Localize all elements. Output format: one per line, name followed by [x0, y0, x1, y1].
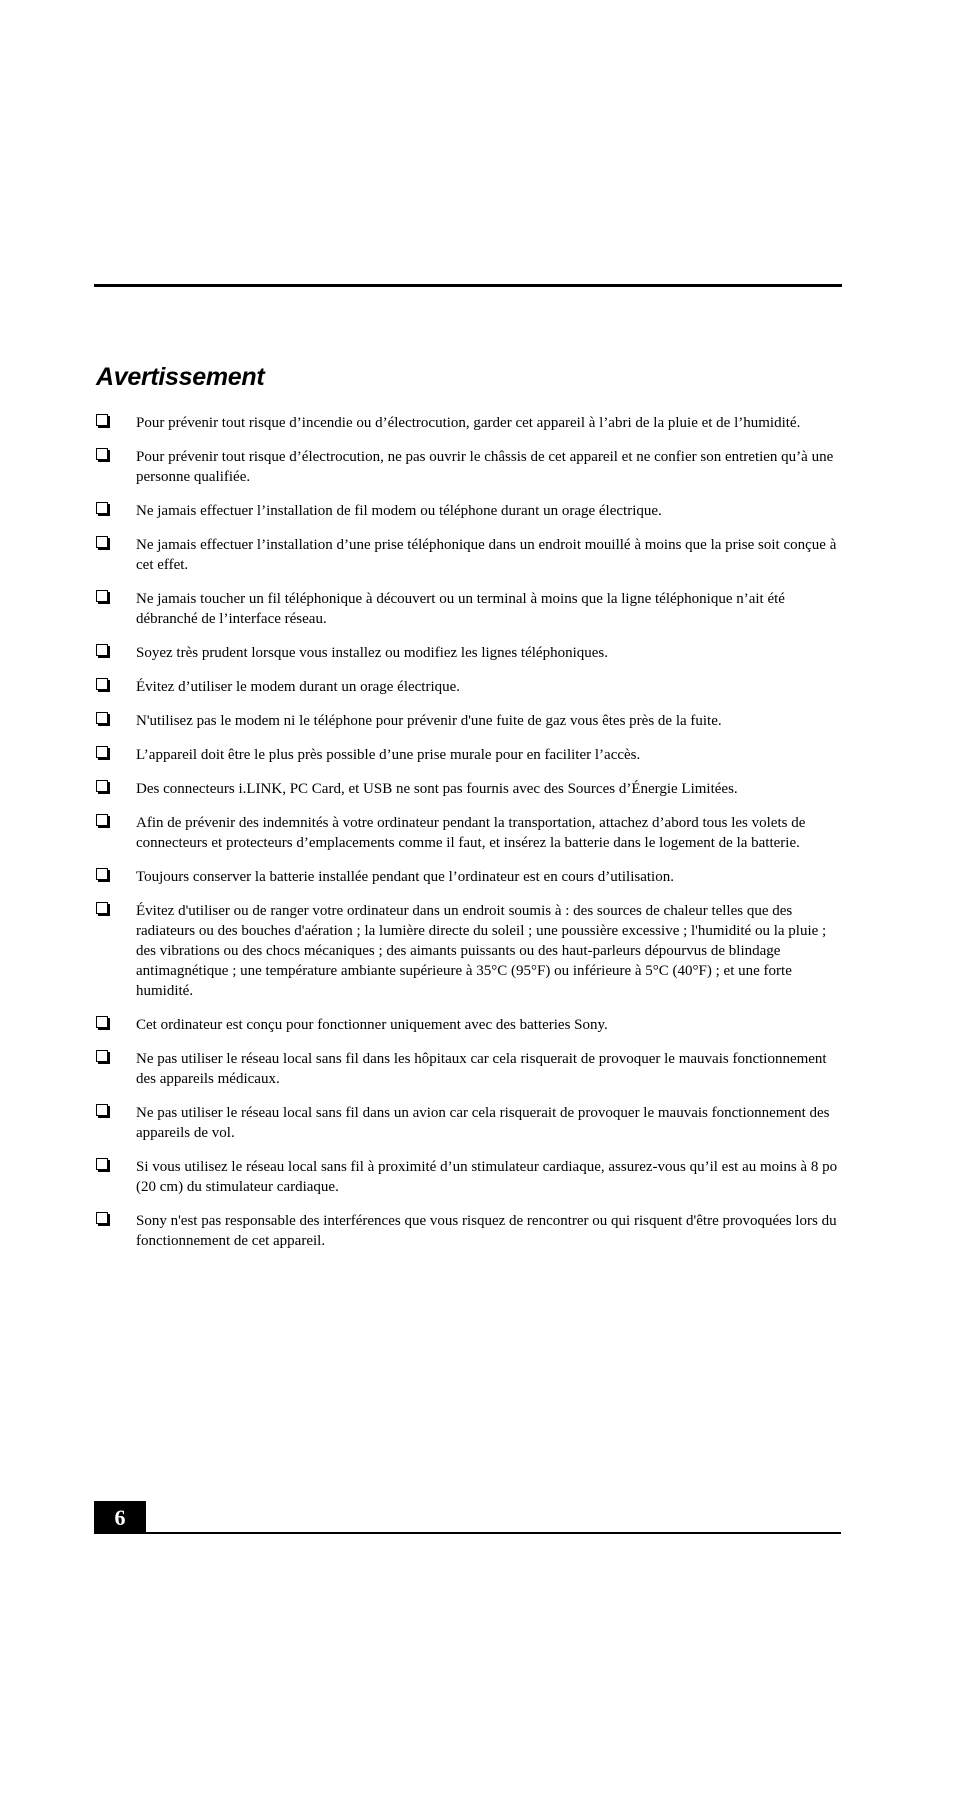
list-item-text: Ne jamais toucher un fil téléphonique à découvert ou un terminal à moins que la ligne téléphonique n’ait été débranché de l’interface réseau.: [136, 591, 785, 627]
list-item: [94, 1015, 844, 1035]
list-item-text: Cet ordinateur est conçu pour fonctionner uniquement avec des batteries Sony.: [136, 1017, 608, 1033]
checkbox-bullet-icon: [96, 712, 108, 724]
checkbox-bullet-icon: [96, 536, 108, 548]
list-item: [94, 813, 844, 853]
checkbox-bullet-icon: [96, 414, 108, 426]
list-item: [94, 677, 844, 697]
checkbox-bullet-icon: [96, 502, 108, 514]
checkbox-bullet-icon: [96, 590, 108, 602]
warning-list: [94, 413, 844, 1265]
list-item: [94, 745, 844, 765]
checkbox-bullet-icon: [96, 868, 108, 880]
list-item-text: L’appareil doit être le plus près possible d’une prise murale pour en faciliter l’accès.: [136, 747, 641, 763]
checkbox-bullet-icon: [96, 644, 108, 656]
list-item-text: Ne pas utiliser le réseau local sans fil dans les hôpitaux car cela risquerait de provoquer le mauvais fonctionnement des appareils médicaux.: [136, 1051, 827, 1087]
checkbox-bullet-icon: [96, 448, 108, 460]
list-item: [94, 901, 844, 1001]
list-item: [94, 711, 844, 731]
page-title: Avertissement: [96, 363, 265, 391]
checkbox-bullet-icon: [96, 678, 108, 690]
list-item: [94, 535, 844, 575]
list-item-text: Pour prévenir tout risque d’électrocution, ne pas ouvrir le châssis de cet appareil et ne confier son entretien qu’à une personne qualifiée.: [136, 449, 834, 485]
list-item: [94, 501, 844, 521]
list-item-text: Évitez d'utiliser ou de ranger votre ordinateur dans un endroit soumis à : des sources de chaleur telles que des radiateurs ou des bouches d'aération ; la lumière directe du soleil ; une poussière excessive ; l'humidité ou la pluie ; des vibrations ou des chocs mécaniques ; des aimants puissants ou des haut-parleurs dépourvus de blindage antimagnétique ; une température ambiante supérieure à 35°C (95°F) ou inférieure à 5°C (40°F) ; et une forte humidité.: [136, 903, 827, 999]
header-rule: [94, 284, 842, 287]
checkbox-bullet-icon: [96, 1104, 108, 1116]
checkbox-bullet-icon: [96, 902, 108, 914]
list-item-text: N'utilisez pas le modem ni le téléphone pour prévenir d'une fuite de gaz vous êtes près de la fuite.: [136, 713, 722, 729]
list-item: [94, 1211, 844, 1251]
list-item-text: Ne pas utiliser le réseau local sans fil dans un avion car cela risquerait de provoquer le mauvais fonctionnement des appareils de vol.: [136, 1105, 830, 1141]
page-number: 6: [94, 1501, 146, 1534]
list-item: [94, 643, 844, 663]
checkbox-bullet-icon: [96, 746, 108, 758]
list-item-text: Ne jamais effectuer l’installation de fil modem ou téléphone durant un orage électrique.: [136, 503, 662, 519]
checkbox-bullet-icon: [96, 1212, 108, 1224]
list-item: [94, 1157, 844, 1197]
checkbox-bullet-icon: [96, 1158, 108, 1170]
list-item: [94, 447, 844, 487]
checkbox-bullet-icon: [96, 1050, 108, 1062]
list-item: [94, 1103, 844, 1143]
checkbox-bullet-icon: [96, 780, 108, 792]
checkbox-bullet-icon: [96, 1016, 108, 1028]
list-item: [94, 867, 844, 887]
list-item: [94, 589, 844, 629]
list-item-text: Ne jamais effectuer l’installation d’une prise téléphonique dans un endroit mouillé à moins que la prise soit conçue à cet effet.: [136, 537, 837, 573]
list-item-text: Pour prévenir tout risque d’incendie ou d’électrocution, garder cet appareil à l’abri de la pluie et de l’humidité.: [136, 415, 801, 431]
list-item: [94, 1049, 844, 1089]
list-item-text: Afin de prévenir des indemnités à votre ordinateur pendant la transportation, attachez d’abord tous les volets de connecteurs et protecteurs d’emplacements comme il faut, et insérez la batterie dans le logement de la batterie.: [136, 815, 806, 851]
list-item: [94, 413, 844, 433]
list-item-text: Si vous utilisez le réseau local sans fil à proximité d’un stimulateur cardiaque, assurez-vous qu’il est au moins à 8 po (20 cm) du stimulateur cardiaque.: [136, 1159, 838, 1195]
list-item-text: Évitez d’utiliser le modem durant un orage électrique.: [136, 679, 461, 695]
list-item: [94, 779, 844, 799]
list-item-text: Toujours conserver la batterie installée pendant que l’ordinateur est en cours d’utilisation.: [136, 869, 674, 885]
list-item-text: Sony n'est pas responsable des interférences que vous risquez de rencontrer ou qui risquent d'être provoquées lors du fonctionnement de cet appareil.: [136, 1213, 837, 1249]
footer-rule: [146, 1532, 841, 1534]
list-item-text: Soyez très prudent lorsque vous installez ou modifiez les lignes téléphoniques.: [136, 645, 608, 661]
checkbox-bullet-icon: [96, 814, 108, 826]
list-item-text: Des connecteurs i.LINK, PC Card, et USB ne sont pas fournis avec des Sources d’Énergie Limitées.: [136, 781, 738, 797]
